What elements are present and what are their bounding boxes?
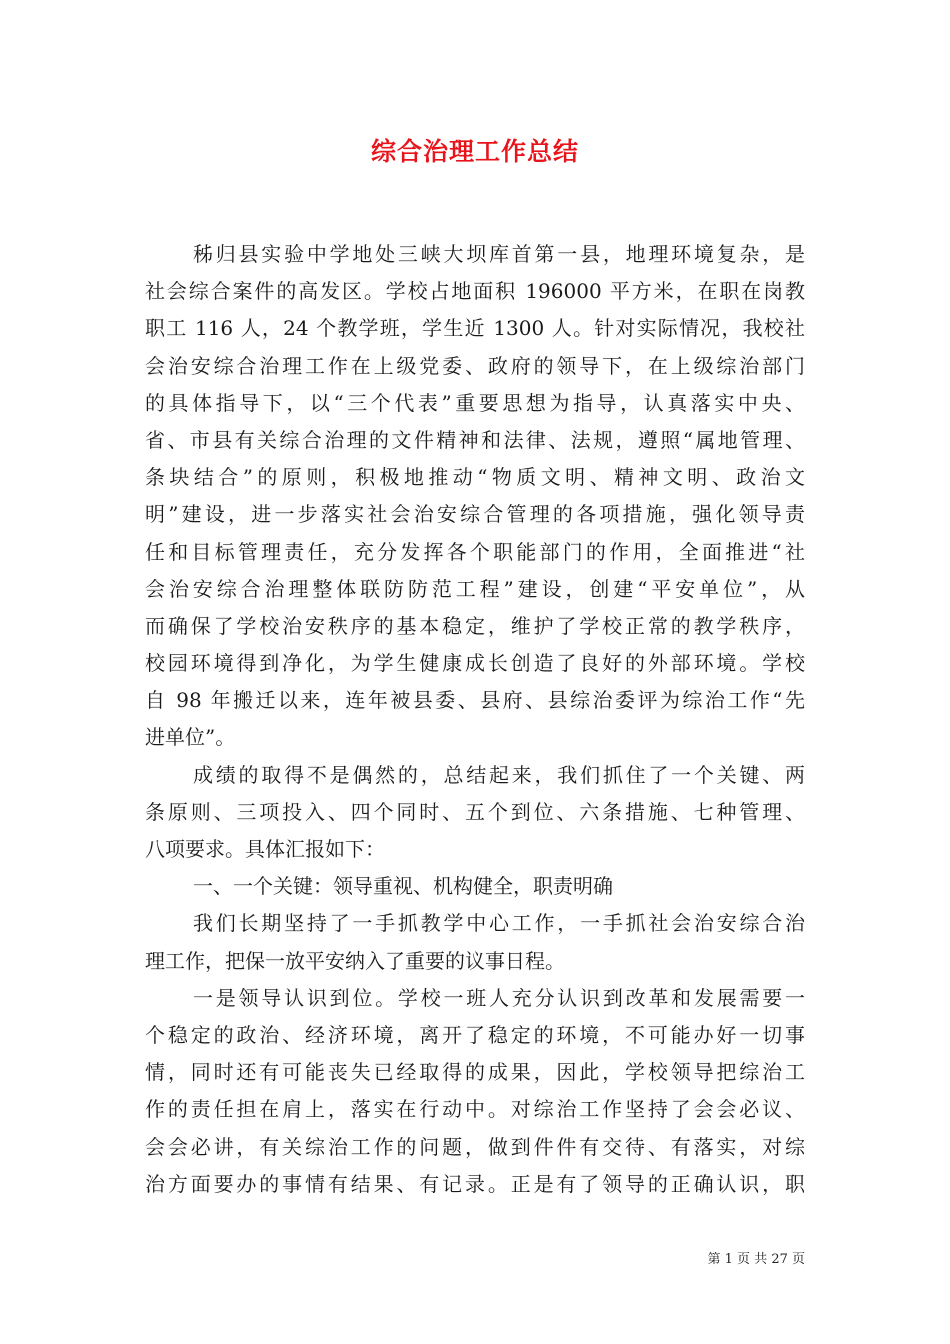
- text-line: 一是领导认识到位。学校一班人充分认识到改革和发展需要一: [193, 985, 805, 1010]
- text-line: 自 98 年搬迁以来，连年被县委、县府、县综治委评为综治工作“先: [145, 688, 805, 713]
- text-line: 我们长期坚持了一手抓教学中心工作，一手抓社会治安综合治: [193, 911, 805, 936]
- document-body: [145, 236, 805, 1203]
- text-line: 秭归县实验中学地处三峡大坝库首第一县，地理环境复杂，是: [193, 242, 805, 266]
- text-line: 八项要求。具体汇报如下：: [145, 837, 385, 861]
- text-line: 一、一个关键：领导重视、机构健全，职责明确: [193, 874, 613, 899]
- text-line: 成绩的取得不是偶然的，总结起来，我们抓住了一个关键、两: [193, 762, 805, 787]
- section-heading: [145, 868, 805, 905]
- page-number: 第 1 页 共 27 页: [707, 1252, 805, 1267]
- text-line: 任和目标管理责任，充分发挥各个职能部门的作用，全面推进“社: [145, 539, 805, 564]
- text-line: 条块结合”的原则，积极地推动“物质文明、精神文明、政治文: [145, 465, 805, 490]
- text-line: 明”建设，进一步落实社会治安综合管理的各项措施，强化领导责: [145, 502, 805, 527]
- text-line: 职工 116 人，24 个教学班，学生近 1300 人。针对实际情况，我校社: [145, 316, 805, 341]
- text-line: 进单位”。: [145, 725, 236, 750]
- text-line: 校园环境得到净化，为学生健康成长创造了良好的外部环境。学校: [145, 651, 805, 676]
- paragraph: [145, 980, 805, 1203]
- text-line: 会治安综合治理工作在上级党委、政府的领导下，在上级综治部门: [145, 353, 805, 378]
- text-line: 会治安综合治理整体联防防范工程”建设，创建“平安单位”，从: [145, 576, 805, 601]
- paragraph: [145, 905, 805, 979]
- document-title: 综合治理工作总结: [370, 137, 579, 166]
- paragraph: [145, 236, 805, 757]
- text-line: 会会必讲，有关综治工作的问题，做到件件有交待、有落实，对综: [145, 1134, 805, 1159]
- text-line: 作的责任担在肩上，落实在行动中。对综治工作坚持了会会必议、: [145, 1097, 805, 1122]
- text-line: 个稳定的政治、经济环境，离开了稳定的环境，不可能办好一切事: [145, 1022, 805, 1047]
- paragraph: [145, 757, 805, 869]
- text-line: 治方面要办的事情有结果、有记录。正是有了领导的正确认识，职: [145, 1171, 805, 1196]
- text-line: 理工作，把保一放平安纳入了重要的议事日程。: [145, 948, 565, 973]
- text-line: 省、市县有关综合治理的文件精神和法律、法规，遵照“属地管理、: [145, 427, 805, 452]
- text-line: 的具体指导下，以“三个代表”重要思想为指导，认真落实中央、: [145, 390, 805, 415]
- text-line: 条原则、三项投入、四个同时、五个到位、六条措施、七种管理、: [145, 799, 805, 824]
- text-line: 情，同时还有可能丧失已经取得的成果，因此，学校领导把综治工: [145, 1060, 805, 1085]
- text-line: 而确保了学校治安秩序的基本稳定，维护了学校正常的教学秩序，: [145, 613, 805, 638]
- text-line: 社会综合案件的高发区。学校占地面积 196000 平方米，在职在岗教: [145, 279, 805, 304]
